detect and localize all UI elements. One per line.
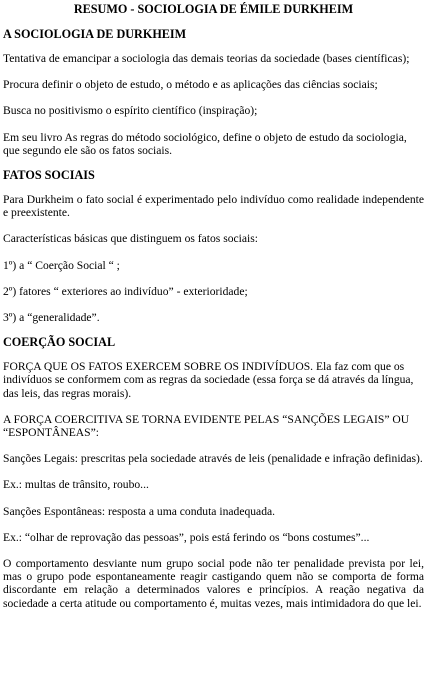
paragraph-fato-social: Para Durkheim o fato social é experimentado pelo indivíduo como realidade independente e preexistente. xyxy=(3,193,424,220)
paragraph-exemplo-multas: Ex.: multas de trânsito, roubo... xyxy=(3,478,149,492)
heading-sociologia-durkheim: A SOCIOLOGIA DE DURKHEIM xyxy=(3,27,187,41)
list-item-coercao: 1º) a “ Coerção Social “ ; xyxy=(3,258,120,272)
paragraph-forca-fatos: FORÇA QUE OS FATOS EXERCEM SOBRE OS INDIVÍDUOS. Ela faz com que os indivíduos se conformem com as regras da sociedade (essa força se dá através da língua, das leis, das regras morais). xyxy=(3,360,414,400)
paragraph-sancoes-legais: Sanções Legais: prescritas pela sociedade através de leis (penalidade e infração definidas). xyxy=(3,452,423,466)
heading-fatos-sociais: FATOS SOCIAIS xyxy=(3,168,95,183)
paragraph-objeto-metodo: Procura definir o objeto de estudo, o método e as aplicações das ciências sociais; xyxy=(3,78,378,92)
paragraph-positivismo: Busca no positivismo o espírito científico (inspiração); xyxy=(3,104,258,118)
paragraph-emancipar: Tentativa de emancipar a sociologia das demais teorias da sociedade (bases científicas); xyxy=(3,52,410,65)
paragraph-forca-coercitiva: A FORÇA COERCITIVA SE TORNA EVIDENTE PELAS “SANÇÕES LEGAIS” OU “ESPONTÂNEAS”: xyxy=(3,412,410,440)
paragraph-exemplo-olhar: Ex.: “olhar de reprovação das pessoas”, pois está ferindo os “bons costumes”... xyxy=(3,530,370,544)
heading-coercao-social: COERÇÃO SOCIAL xyxy=(3,335,116,350)
paragraph-comportamento-desviante: O comportamento desviante num grupo social pode não ter penalidade prevista por lei, mas o grupo pode espontaneamente reagir castigando quem não se comporta de forma discordante em relação a determinados valores e princípios. A reação negativa da sociedade a certa atitude ou comportamento é, muitas vezes, mais intimidadora do que lei. xyxy=(3,557,424,610)
list-item-exterioridade: 2º) fatores “ exteriores ao indivíduo” - exterioridade; xyxy=(3,284,248,298)
paragraph-sancoes-espontaneas: Sanções Espontâneas: resposta a uma conduta inadequada. xyxy=(3,504,276,518)
list-item-generalidade: 3º) a “generalidade”. xyxy=(3,311,100,325)
document-title: RESUMO - SOCIOLOGIA DE ÉMILE DURKHEIM xyxy=(73,2,354,16)
paragraph-caracteristicas: Características básicas que distinguem os fatos sociais: xyxy=(3,232,258,246)
paragraph-regras-metodo: Em seu livro As regras do método sociológico, define o objeto de estudo da sociologia, que segundo ele são os fatos sociais. xyxy=(3,130,407,157)
